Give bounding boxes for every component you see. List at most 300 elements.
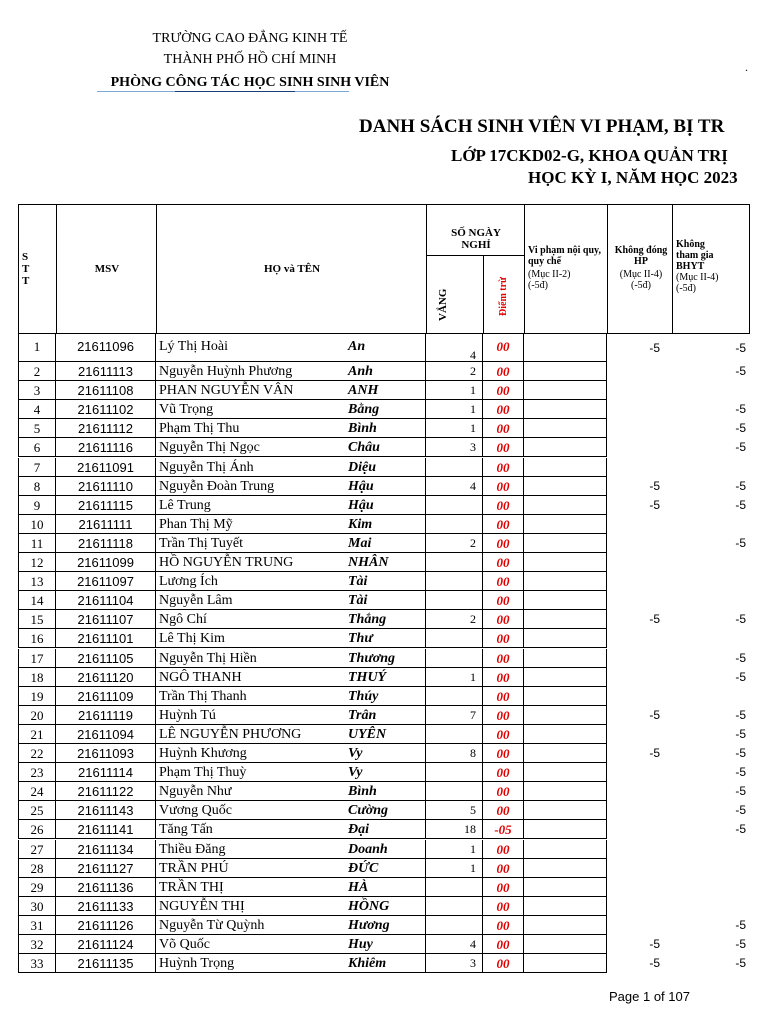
deduct-cell: 00 — [483, 916, 524, 935]
msv-cell: 21611093 — [56, 744, 156, 763]
violation-cell — [524, 649, 607, 668]
absent-cell — [426, 897, 483, 916]
first-name: Tài — [348, 574, 368, 590]
fee-cell — [607, 362, 672, 381]
deduct-cell: 00 — [483, 515, 524, 534]
fee-cell — [607, 591, 672, 610]
insurance-cell — [672, 897, 748, 916]
absent-cell — [426, 553, 483, 572]
header-fee-title: Không đóng HP — [614, 245, 668, 267]
deduct-cell: 00 — [483, 763, 524, 782]
absent-cell — [426, 763, 483, 782]
header-stt: S T T — [22, 251, 30, 287]
msv-cell: 21611118 — [56, 534, 156, 553]
last-name: Trần Thị Thanh — [159, 688, 247, 704]
violation-cell — [524, 916, 607, 935]
absent-cell — [426, 496, 483, 515]
stt-cell: 28 — [18, 859, 56, 878]
last-name: Lê Thị Kim — [159, 631, 225, 647]
department-name: PHÒNG CÔNG TÁC HỌC SINH SINH VIÊN — [110, 75, 390, 90]
stt-cell: 26 — [18, 820, 56, 839]
fee-cell — [607, 629, 672, 648]
msv-cell: 21611114 — [56, 763, 156, 782]
absent-cell: 1 — [426, 381, 483, 400]
header-absent: VẮNG — [437, 288, 449, 321]
violation-cell — [524, 591, 607, 610]
msv-cell: 21611101 — [56, 629, 156, 648]
first-name: Mai — [348, 535, 372, 551]
name-cell — [156, 897, 426, 916]
insurance-cell: -5 — [735, 937, 746, 951]
insurance-cell — [672, 458, 748, 477]
violation-cell — [524, 629, 607, 648]
first-name: UYÊN — [348, 726, 387, 742]
msv-cell: 21611133 — [56, 897, 156, 916]
header-insurance-title: Không tham gia BHYT — [676, 239, 714, 272]
corner-mark: . — [745, 60, 748, 74]
stt-cell: 14 — [18, 591, 56, 610]
insurance-cell — [672, 591, 748, 610]
violation-cell — [524, 362, 607, 381]
fee-cell — [607, 458, 672, 477]
msv-cell: 21611097 — [56, 572, 156, 591]
name-cell — [156, 610, 426, 629]
violation-cell — [524, 572, 607, 591]
violation-cell — [524, 801, 607, 820]
violation-cell — [524, 859, 607, 878]
msv-cell: 21611110 — [56, 477, 156, 496]
stt-cell: 4 — [18, 400, 56, 419]
msv-cell: 21611126 — [56, 916, 156, 935]
first-name: Vy — [348, 746, 363, 761]
deduct-cell: 00 — [483, 496, 524, 515]
stt-cell: 24 — [18, 782, 56, 801]
msv-cell: 21611115 — [56, 496, 156, 515]
absent-cell: 4 — [426, 334, 483, 362]
msv-cell: 21611104 — [56, 591, 156, 610]
deduct-cell: 00 — [483, 553, 524, 572]
absent-cell — [426, 591, 483, 610]
name-cell — [156, 419, 426, 438]
msv-cell: 21611135 — [56, 954, 156, 973]
stt-cell: 3 — [18, 381, 56, 400]
school-name-line1: TRƯỜNG CAO ĐẲNG KINH TẾ — [152, 31, 348, 46]
msv-cell: 21611113 — [56, 362, 156, 381]
last-name: Vương Quốc — [159, 803, 232, 819]
msv-cell: 21611105 — [56, 649, 156, 668]
first-name: HỒNG — [348, 898, 390, 914]
absent-cell: 1 — [426, 400, 483, 419]
absent-cell: 3 — [426, 438, 483, 457]
stt-cell: 20 — [18, 706, 56, 725]
deduct-cell: 00 — [483, 458, 524, 477]
insurance-cell: -5 — [735, 478, 746, 493]
stt-cell: 11 — [18, 534, 56, 553]
insurance-cell: -5 — [735, 803, 746, 818]
absent-cell: 1 — [426, 859, 483, 878]
stt-cell: 32 — [18, 935, 56, 954]
last-name: Nguyễn Thị Ngọc — [159, 440, 260, 456]
msv-cell: 21611109 — [56, 687, 156, 706]
first-name: THUÝ — [348, 669, 387, 685]
absent-cell: 4 — [426, 935, 483, 954]
name-cell — [156, 935, 426, 954]
violation-cell — [524, 334, 607, 362]
first-name: Hậu — [348, 478, 374, 494]
first-name: Trân — [348, 707, 377, 723]
deduct-cell: 00 — [483, 668, 524, 687]
insurance-cell — [672, 572, 748, 591]
first-name: Doanh — [348, 841, 388, 857]
fee-cell — [607, 381, 672, 400]
header-violation-title: Vi phạm nội quy, quy chế — [528, 245, 601, 267]
msv-cell: 21611119 — [56, 706, 156, 725]
header-msv: MSV — [94, 263, 120, 275]
stt-cell: 16 — [18, 629, 56, 648]
fee-cell — [607, 801, 672, 820]
name-cell — [156, 649, 426, 668]
violation-cell — [524, 438, 607, 457]
fee-cell: -5 — [649, 746, 660, 760]
first-name: ANH — [348, 383, 379, 399]
insurance-cell — [672, 553, 748, 572]
first-name: Thắng — [348, 612, 387, 628]
absent-cell — [426, 572, 483, 591]
fee-cell: -5 — [649, 707, 660, 722]
insurance-cell: -5 — [735, 669, 746, 684]
school-name-line2: THÀNH PHỐ HỒ CHÍ MINH — [163, 52, 337, 67]
name-cell — [156, 553, 426, 572]
insurance-cell: -5 — [735, 421, 746, 436]
name-cell — [156, 840, 426, 859]
insurance-cell — [672, 859, 748, 878]
fee-cell: -5 — [649, 937, 660, 951]
first-name: Thư — [348, 631, 373, 647]
first-name: Đại — [348, 822, 369, 838]
first-name: Hương — [348, 917, 390, 933]
header-violation-cell — [524, 204, 608, 334]
deduct-cell: 00 — [483, 687, 524, 706]
stt-cell: 7 — [18, 458, 56, 477]
violation-cell — [524, 763, 607, 782]
header-fee-cell — [607, 204, 673, 334]
violation-cell — [524, 744, 607, 763]
msv-cell: 21611141 — [56, 820, 156, 839]
deduct-cell: 00 — [483, 572, 524, 591]
stt-cell: 17 — [18, 649, 56, 668]
deduct-cell: 00 — [483, 859, 524, 878]
last-name: Ngô Chí — [159, 612, 207, 628]
first-name: Kim — [348, 516, 373, 532]
violation-cell — [524, 954, 607, 973]
header-absent-group: SỐ NGÀY NGHỈ — [451, 227, 501, 251]
absent-cell — [426, 878, 483, 897]
last-name: LÊ NGUYỄN PHƯƠNG — [159, 726, 302, 742]
insurance-cell: -5 — [735, 497, 746, 512]
header-stt-cell — [18, 204, 57, 334]
first-name: Tài — [348, 593, 368, 609]
msv-cell: 21611102 — [56, 400, 156, 419]
fee-cell — [607, 687, 672, 706]
insurance-cell: -5 — [735, 917, 746, 932]
stt-cell: 10 — [18, 515, 56, 534]
last-name: Lương Ích — [159, 574, 218, 590]
absent-cell: 18 — [426, 820, 483, 839]
first-name: Hậu — [348, 497, 374, 513]
stt-cell: 12 — [18, 553, 56, 572]
msv-cell: 21611108 — [56, 381, 156, 400]
msv-cell: 21611096 — [56, 334, 156, 362]
last-name: Vũ Trọng — [159, 402, 214, 418]
name-cell — [156, 687, 426, 706]
violation-cell — [524, 725, 607, 744]
first-name: Anh — [348, 364, 373, 379]
first-name: Bằng — [348, 402, 380, 418]
fee-cell — [607, 820, 672, 839]
header-absent-group-cell — [426, 204, 525, 256]
name-cell — [156, 954, 426, 973]
fee-cell: -5 — [649, 497, 660, 512]
name-cell — [156, 591, 426, 610]
stt-cell: 31 — [18, 916, 56, 935]
name-cell — [156, 534, 426, 553]
last-name: NGÔ THANH — [159, 669, 242, 685]
violation-cell — [524, 496, 607, 515]
stt-cell: 5 — [18, 419, 56, 438]
header-absent-cell — [426, 255, 484, 334]
last-name: TRẦN THỊ — [159, 879, 224, 895]
stt-cell: 19 — [18, 687, 56, 706]
last-name: Huỳnh Khương — [159, 746, 247, 761]
first-name: Cường — [348, 803, 389, 819]
last-name: Nguyễn Thị Ánh — [159, 459, 254, 475]
stt-cell: 9 — [18, 496, 56, 515]
deduct-cell: 00 — [483, 954, 524, 973]
stt-cell: 21 — [18, 725, 56, 744]
absent-cell: 1 — [426, 419, 483, 438]
name-cell — [156, 782, 426, 801]
msv-cell: 21611107 — [56, 610, 156, 629]
name-cell — [156, 820, 426, 839]
insurance-cell — [672, 840, 748, 859]
insurance-cell — [672, 878, 748, 897]
deduct-cell: 00 — [483, 591, 524, 610]
name-cell — [156, 334, 426, 362]
name-cell — [156, 744, 426, 763]
msv-cell: 21611111 — [56, 515, 156, 534]
stt-cell: 1 — [18, 334, 56, 362]
msv-cell: 21611136 — [56, 878, 156, 897]
fee-cell — [607, 572, 672, 591]
name-cell — [156, 706, 426, 725]
name-cell — [156, 362, 426, 381]
insurance-cell: -5 — [735, 956, 746, 971]
first-name: Bình — [348, 421, 377, 437]
insurance-cell: -5 — [735, 535, 746, 550]
violation-cell — [524, 668, 607, 687]
fee-cell — [607, 897, 672, 916]
name-cell — [156, 629, 426, 648]
header-deduct: Điểm trừ — [498, 276, 509, 316]
last-name: Trần Thị Tuyết — [159, 535, 244, 551]
violation-cell — [524, 820, 607, 839]
absent-cell — [426, 629, 483, 648]
first-name: Thương — [348, 650, 396, 666]
header-deduct-cell — [483, 255, 525, 334]
insurance-cell: -5 — [735, 822, 746, 837]
absent-cell — [426, 725, 483, 744]
fee-cell — [607, 840, 672, 859]
stt-cell: 29 — [18, 878, 56, 897]
fee-cell — [607, 668, 672, 687]
name-cell — [156, 381, 426, 400]
last-name: Lý Thị Hoài — [159, 339, 228, 354]
name-cell — [156, 572, 426, 591]
stt-cell: 30 — [18, 897, 56, 916]
absent-cell: 5 — [426, 801, 483, 820]
violation-cell — [524, 477, 607, 496]
name-cell — [156, 477, 426, 496]
fee-cell — [607, 400, 672, 419]
violation-cell — [524, 515, 607, 534]
msv-cell: 21611143 — [56, 801, 156, 820]
deduct-cell: 00 — [483, 649, 524, 668]
last-name: Nguyễn Như — [159, 784, 232, 800]
last-name: TRẦN PHÚ — [159, 860, 229, 876]
msv-cell: 21611094 — [56, 725, 156, 744]
first-name: ĐỨC — [348, 860, 379, 876]
last-name: Lê Trung — [159, 497, 211, 513]
deduct-cell: 00 — [483, 801, 524, 820]
stt-cell: 13 — [18, 572, 56, 591]
insurance-cell: -5 — [735, 765, 746, 780]
absent-cell — [426, 649, 483, 668]
last-name: Huỳnh Trọng — [159, 956, 235, 972]
violation-cell — [524, 610, 607, 629]
header-fee-ref: (Mục II-4) (-5đ) — [619, 269, 663, 291]
deduct-cell: 00 — [483, 725, 524, 744]
deduct-cell: 00 — [483, 878, 524, 897]
insurance-cell: -5 — [735, 650, 746, 665]
deduct-cell: 00 — [483, 381, 524, 400]
header-violation-ref: (Mục II-2) (-5đ) — [528, 269, 571, 291]
violation-cell — [524, 897, 607, 916]
header-msv-cell — [56, 204, 157, 334]
absent-cell: 1 — [426, 840, 483, 859]
stt-cell: 8 — [18, 477, 56, 496]
stt-cell: 18 — [18, 668, 56, 687]
fee-cell — [607, 859, 672, 878]
insurance-cell: -5 — [735, 341, 746, 355]
first-name: Huy — [348, 937, 373, 952]
fee-cell — [607, 916, 672, 935]
document-title: DANH SÁCH SINH VIÊN VI PHẠM, BỊ TR — [359, 116, 725, 137]
violation-cell — [524, 381, 607, 400]
fee-cell — [607, 725, 672, 744]
last-name: Thiều Đăng — [159, 841, 226, 857]
insurance-cell: -5 — [735, 402, 746, 417]
deduct-cell: 00 — [483, 362, 524, 381]
deduct-cell: 00 — [483, 629, 524, 648]
insurance-cell: -5 — [735, 364, 746, 378]
absent-cell: 8 — [426, 744, 483, 763]
header-insurance-cell — [672, 204, 750, 334]
absent-cell: 7 — [426, 706, 483, 725]
violation-cell — [524, 706, 607, 725]
name-cell — [156, 763, 426, 782]
fee-cell — [607, 782, 672, 801]
insurance-cell — [672, 381, 748, 400]
deduct-cell: 00 — [483, 840, 524, 859]
deduct-cell: 00 — [483, 400, 524, 419]
last-name: Nguyễn Huỳnh Phương — [159, 364, 293, 379]
name-cell — [156, 801, 426, 820]
last-name: Huỳnh Tú — [159, 707, 216, 723]
last-name: Phan Thị Mỹ — [159, 516, 233, 532]
stt-cell: 22 — [18, 744, 56, 763]
violation-cell — [524, 878, 607, 897]
last-name: Tăng Tấn — [159, 822, 213, 838]
violation-cell — [524, 458, 607, 477]
fee-cell: -5 — [649, 956, 660, 971]
name-cell — [156, 916, 426, 935]
deduct-cell: 00 — [483, 477, 524, 496]
violation-cell — [524, 534, 607, 553]
msv-cell: 21611091 — [56, 458, 156, 477]
name-cell — [156, 458, 426, 477]
last-name: Phạm Thị Thuỳ — [159, 765, 247, 781]
deduct-cell: 00 — [483, 610, 524, 629]
stt-cell: 6 — [18, 438, 56, 457]
deduct-cell: 00 — [483, 782, 524, 801]
fee-cell — [607, 553, 672, 572]
msv-cell: 21611099 — [56, 553, 156, 572]
violation-cell — [524, 840, 607, 859]
header-name: HỌ và TÊN — [263, 263, 321, 275]
deduct-cell: 00 — [483, 534, 524, 553]
last-name: Nguyễn Lâm — [159, 593, 233, 609]
absent-cell: 1 — [426, 668, 483, 687]
fee-cell: -5 — [649, 478, 660, 493]
last-name: PHAN NGUYỄN VÂN — [159, 383, 294, 399]
name-cell — [156, 668, 426, 687]
insurance-cell: -5 — [735, 746, 746, 760]
deduct-cell: 00 — [483, 438, 524, 457]
deduct-cell: 00 — [483, 935, 524, 954]
violation-cell — [524, 553, 607, 572]
absent-cell: 3 — [426, 954, 483, 973]
fee-cell — [607, 878, 672, 897]
deduct-cell: 00 — [483, 706, 524, 725]
msv-cell: 21611120 — [56, 668, 156, 687]
first-name: Châu — [348, 440, 380, 456]
absent-cell: 2 — [426, 362, 483, 381]
first-name: Bình — [348, 784, 377, 800]
name-cell — [156, 515, 426, 534]
last-name: Nguyễn Đoàn Trung — [159, 478, 275, 494]
first-name: Diệu — [348, 459, 376, 475]
msv-cell: 21611112 — [56, 419, 156, 438]
first-name: Khiêm — [348, 956, 387, 972]
violation-cell — [524, 419, 607, 438]
name-cell — [156, 725, 426, 744]
absent-cell — [426, 687, 483, 706]
absent-cell: 4 — [426, 477, 483, 496]
last-name: Võ Quốc — [159, 937, 210, 952]
stt-cell: 23 — [18, 763, 56, 782]
insurance-cell — [672, 515, 748, 534]
page-number: Page 1 of 107 — [609, 989, 690, 1004]
